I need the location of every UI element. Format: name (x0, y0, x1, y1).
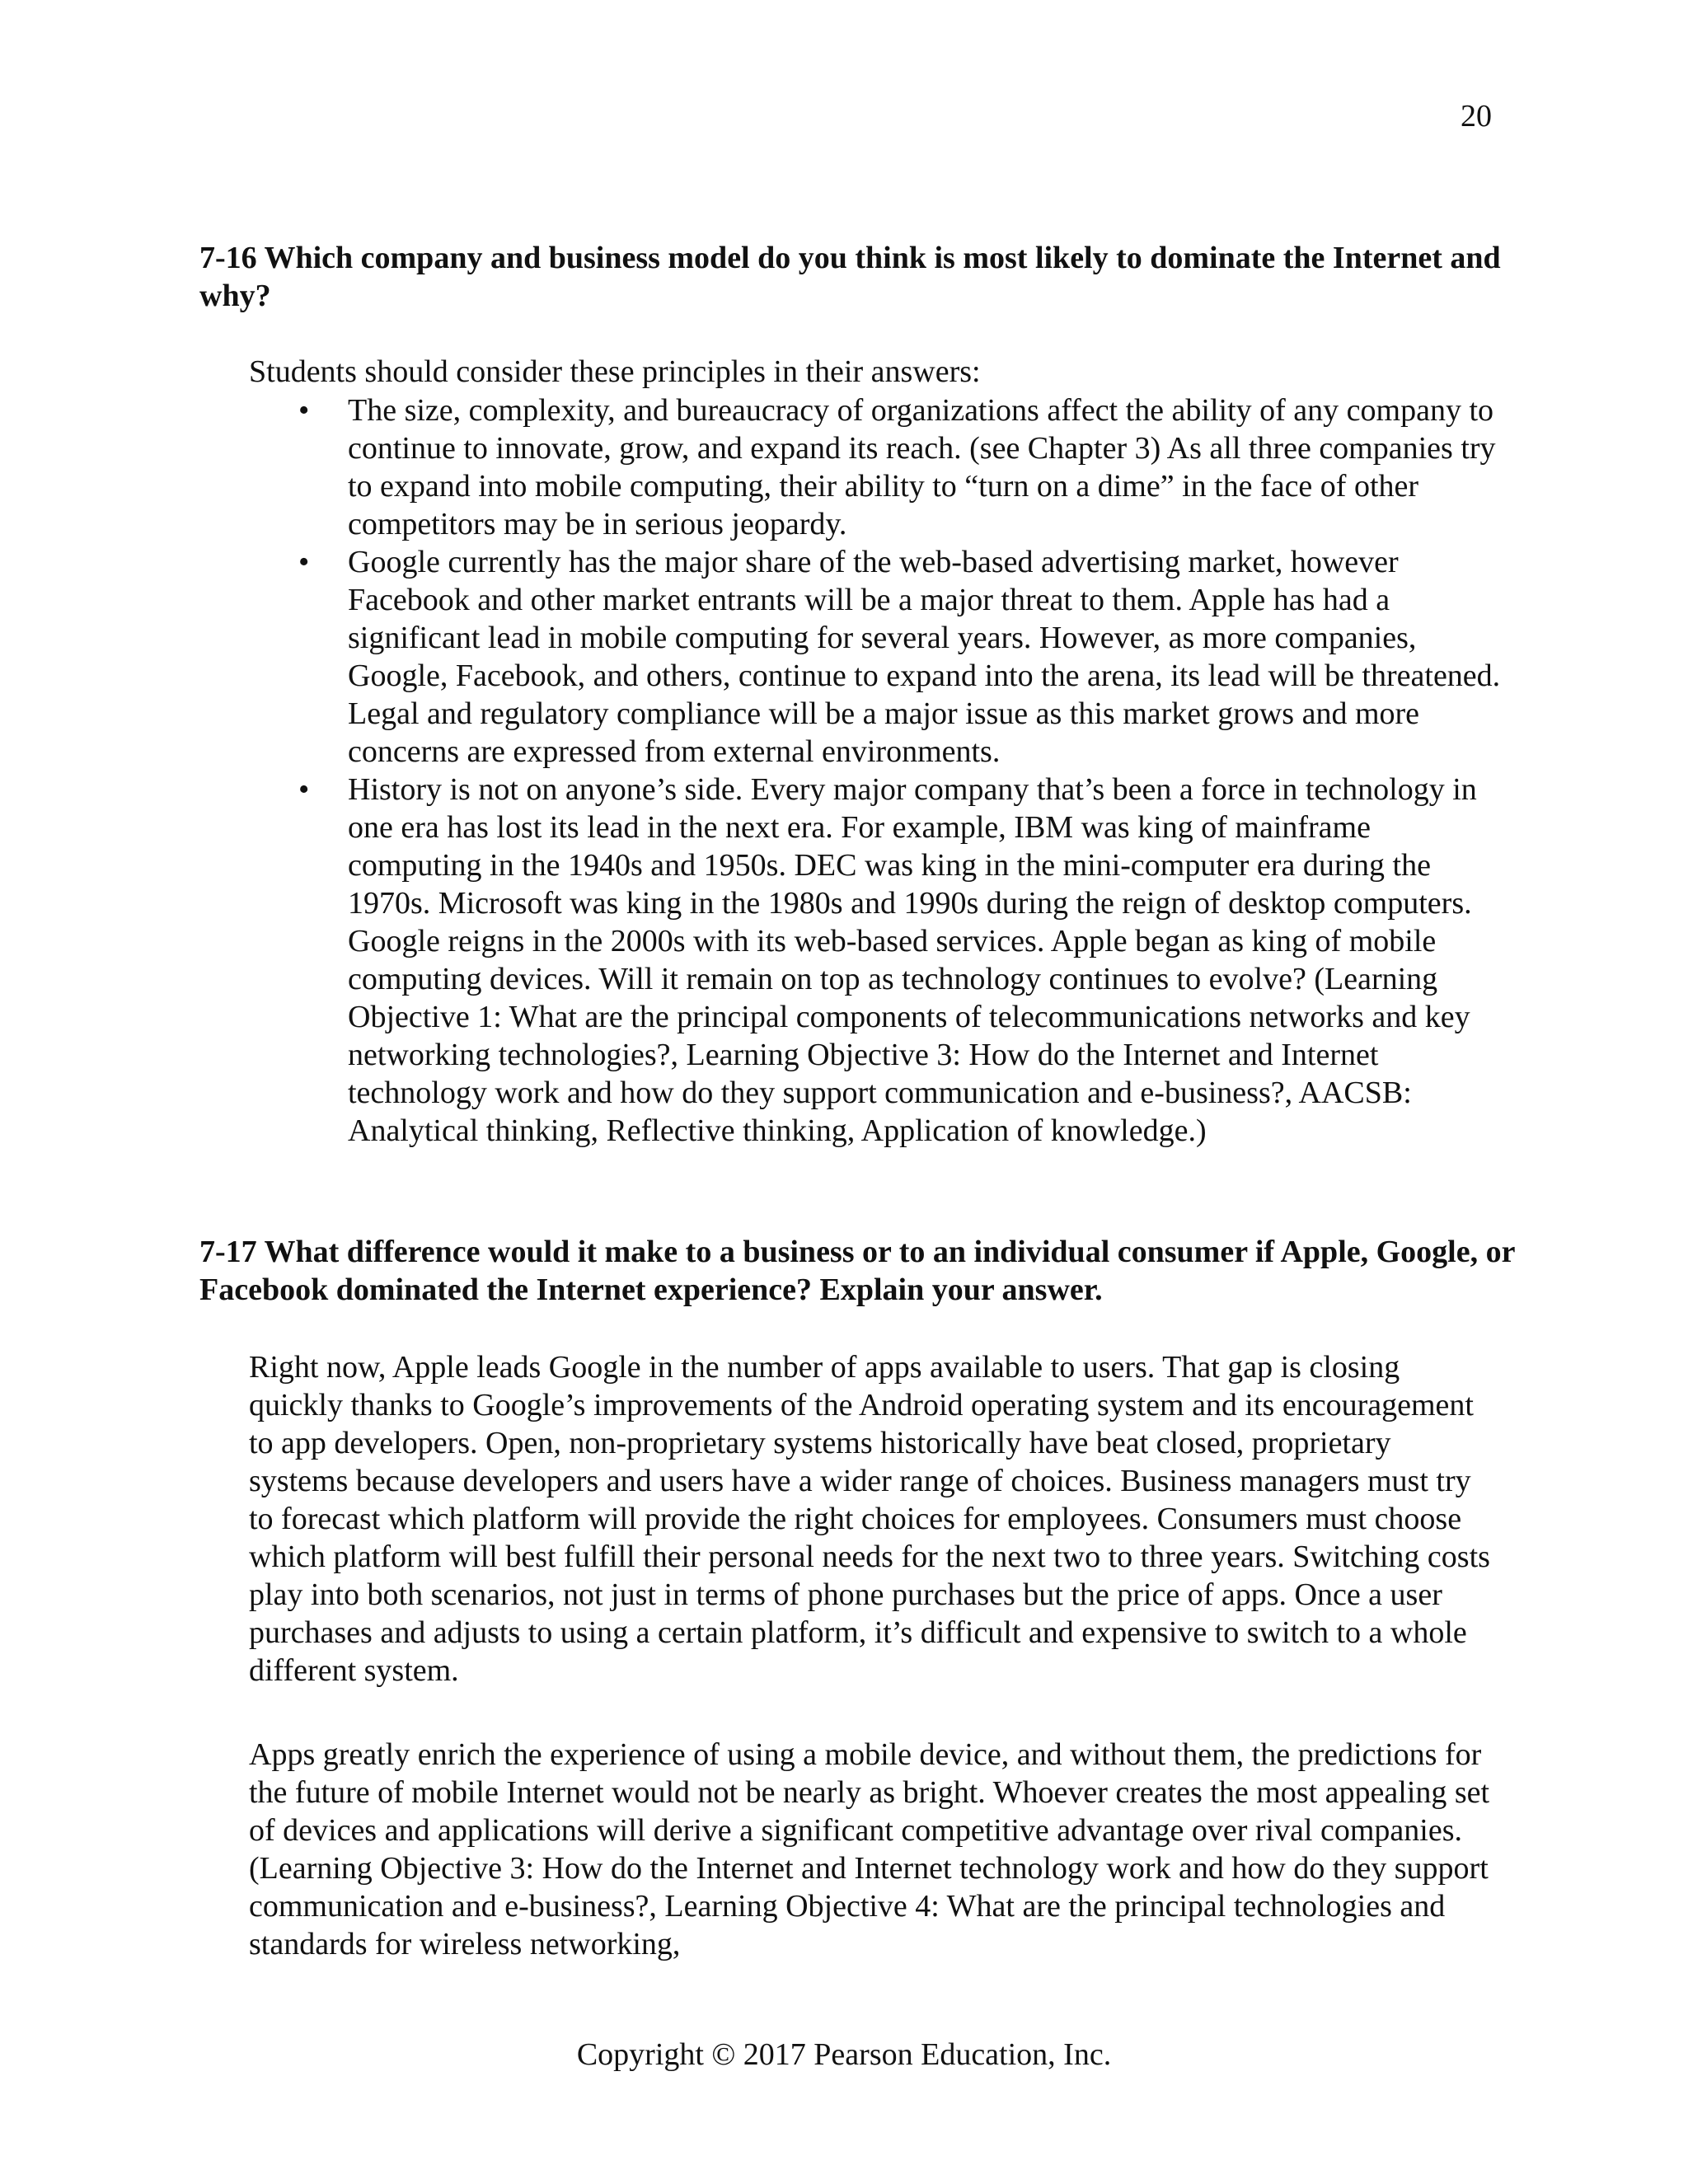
list-item (298, 543, 1510, 771)
principles-list (298, 391, 1510, 1150)
question-heading-7-17: 7-17 What difference would it make to a business or to an individual consumer if Apple, Google, or Facebook dominated the Internet experience? Explain your answer. (199, 1235, 1515, 1307)
answer-paragraph: Apps greatly enrich the experience of using a mobile device, and without them, the predictions for the future of mobile Internet would not be nearly as bright. Whoever creates the most appealing set of devices and applications will derive a significant competitive advantage over rival companies. (Learning Objective 3: How do the Internet and Internet technology work and how do they support communication and e-business?, Learning Objective 4: What are the principal technologies and standards for wireless networking, (249, 1737, 1490, 1961)
list-item (298, 771, 1510, 1150)
answer-intro: Students should consider these principles in their answers: (249, 354, 981, 389)
bullet-icon: • (298, 545, 310, 579)
bullet-text: History is not on anyone’s side. Every major company that’s been a force in technology in one era has lost its lead in the next era. For example, IBM was king of mainframe computing in the 1940s and 1950s. DEC was king in the mini-computer era during the 1970s. Microsoft was king in the 1980s and 1990s during the reign of desktop computers. Google reigns in the 2000s with its web-based services. Apple began as king of mobile computing devices. Will it remain on top as technology continues to evolve? (Learning Objective 1: What are the principal components of telecommunications networks and key networking technologies?, Learning Objective 3: How do the Internet and Internet technology work and how do they support communication and e-business?, AACSB: Analytical thinking, Reflective thinking, Application of knowledge.) (348, 772, 1477, 1148)
bullet-text: Google currently has the major share of the web-based advertising market, however Facebook and other market entrants will be a major threat to them. Apple has had a significant lead in mobile computing for several years. However, as more companies, Google, Facebook, and others, continue to expand into the arena, its lead will be threatened. Legal and regulatory compliance will be a major issue as this market grows and more concerns are expressed from external environments. (348, 545, 1501, 769)
bullet-text: The size, complexity, and bureaucracy of organizations affect the ability of any company to continue to innovate, grow, and expand its reach. (see Chapter 3) As all three companies try to expand into mobile computing, their ability to “turn on a dime” in the face of other competitors may be in serious jeopardy. (348, 393, 1496, 541)
page-number: 20 (1461, 99, 1492, 134)
question-heading-7-16: 7-16 Which company and business model do you think is most likely to dominate the Internet and why? (199, 241, 1501, 313)
list-item (298, 391, 1510, 543)
copyright-footer: Copyright © 2017 Pearson Education, Inc. (576, 2037, 1112, 2072)
bullet-icon: • (298, 772, 310, 807)
bullet-icon: • (298, 393, 310, 428)
answer-paragraph: Right now, Apple leads Google in the number of apps available to users. That gap is closing quickly thanks to Google’s improvements of the Android operating system and its encouragement to app developers. Open, non-proprietary systems historically have beat closed, proprietary systems because developers and users have a wider range of choices. Business managers must try to forecast which platform will provide the right choices for employees. Consumers must choose which platform will best fulfill their personal needs for the next two to three years. Switching costs play into both scenarios, not just in terms of phone purchases but the price of apps. Once a user purchases and adjusts to using a certain platform, it’s difficult and expensive to switch to a whole different system. (249, 1350, 1490, 1688)
